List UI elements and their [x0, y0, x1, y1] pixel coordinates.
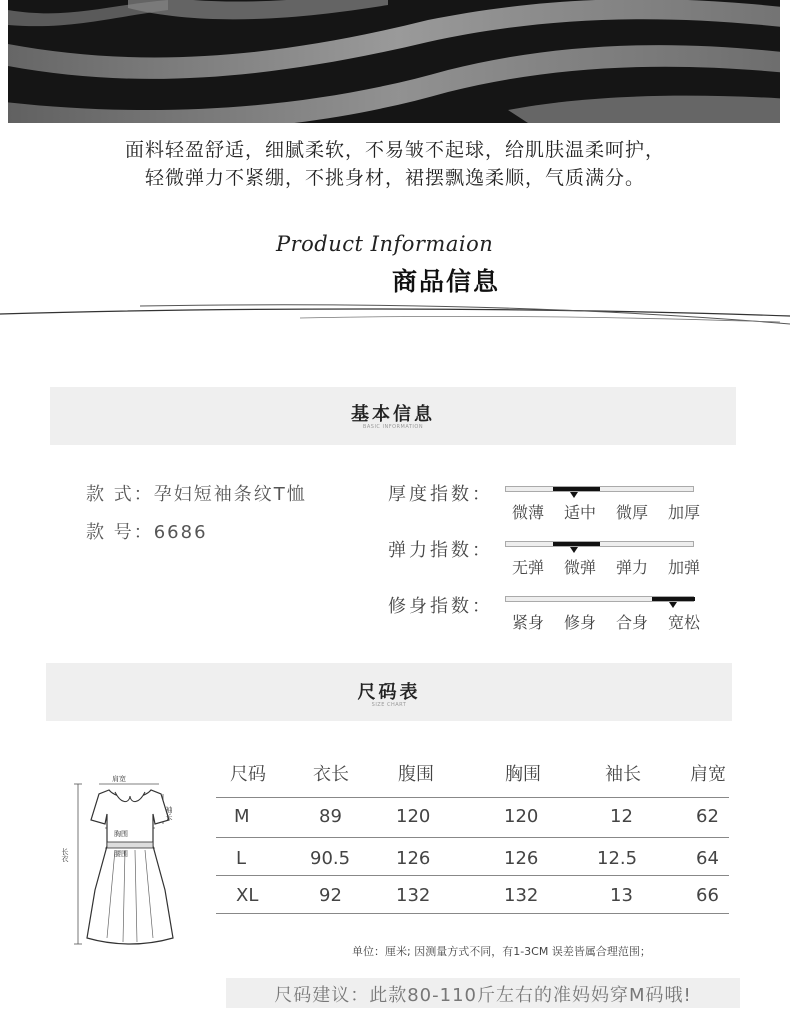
table-cell: 13: [610, 885, 633, 906]
table-header-length: 衣长: [313, 764, 349, 785]
table-divider: [216, 797, 729, 798]
table-cell: 132: [504, 885, 539, 906]
fit-index-bar: [505, 596, 694, 602]
table-header-belly: 腹围: [398, 764, 434, 785]
description-line-1: 面料轻盈舒适，细腻柔软，不易皱不起球，给肌肤温柔呵护，: [124, 139, 665, 161]
thickness-index-marker: [570, 492, 578, 498]
fit-option: 宽松: [667, 613, 700, 632]
table-cell: L: [236, 848, 247, 869]
fit-options: [502, 610, 710, 633]
table-cell: 126: [504, 848, 539, 869]
table-cell: M: [234, 806, 250, 827]
fabric-photo: [8, 0, 780, 123]
basic-info-banner: [50, 387, 736, 445]
product-info-script-title: Product Informaion: [276, 232, 494, 256]
table-header-sleeve: 袖长: [605, 764, 641, 785]
product-info-title: 商品信息: [392, 267, 501, 296]
thickness-index-fill: [553, 487, 600, 491]
elasticity-option: 微弹: [563, 558, 596, 577]
size-advice: 尺码建议：此款80-110斤左右的准妈妈穿M码哦!: [226, 978, 740, 1008]
table-divider: [216, 837, 729, 838]
decorative-swoosh-lines: [0, 296, 790, 336]
size-chart-title: 尺码表: [357, 682, 421, 703]
fit-option: 修身: [563, 613, 596, 632]
table-header-chest: 胸围: [505, 764, 541, 785]
number-label: 款 号：6686: [86, 522, 208, 543]
table-cell: XL: [236, 885, 259, 906]
elasticity-index-marker: [570, 547, 578, 553]
elasticity-index-label: 弹力指数：: [388, 540, 493, 561]
thickness-options: [502, 500, 710, 523]
dress-measurement-diagram: [55, 770, 195, 950]
unit-note: 单位：厘米; 因测量方式不同，有1-3CM 误差皆属合理范围；: [352, 945, 651, 958]
thickness-option: 加厚: [667, 503, 700, 522]
thickness-option: 微薄: [511, 503, 544, 522]
basic-info-subtitle: BASIC INFORMATION: [362, 424, 424, 430]
table-cell: 89: [319, 806, 342, 827]
table-cell: 132: [396, 885, 431, 906]
fit-option: 紧身: [511, 613, 544, 632]
table-cell: 126: [396, 848, 431, 869]
basic-info-title: 基本信息: [351, 404, 435, 425]
table-cell: 64: [696, 848, 719, 869]
style-label: 款 式：孕妇短袖条纹T恤: [86, 484, 307, 505]
stripe-fabric-image: [8, 0, 780, 123]
table-header-shoulder: 肩宽: [690, 764, 726, 785]
table-divider: [216, 913, 729, 914]
diagram-length-label: 长衣: [61, 848, 69, 862]
size-chart-banner: [46, 663, 732, 721]
elasticity-option: 加弹: [667, 558, 700, 577]
table-cell: 120: [396, 806, 431, 827]
elasticity-option: 无弹: [511, 558, 544, 577]
elasticity-index-fill: [553, 542, 600, 546]
elasticity-index-bar: [505, 541, 694, 547]
size-chart-subtitle: SIZE CHART: [371, 702, 407, 708]
thickness-option: 适中: [563, 503, 596, 522]
table-cell: 120: [504, 806, 539, 827]
diagram-waist-label: 腰围: [114, 850, 128, 858]
thickness-option: 微厚: [615, 503, 648, 522]
fit-option: 合身: [615, 613, 648, 632]
table-cell: 66: [696, 885, 719, 906]
table-cell: 12: [610, 806, 633, 827]
table-cell: 12.5: [597, 848, 638, 869]
table-cell: 90.5: [310, 848, 351, 869]
diagram-sleeve-label: 袖长: [165, 806, 173, 820]
elasticity-option: 弹力: [615, 558, 648, 577]
description-line-2: 轻微弹力不紧绷，不挑身材，裙摆飘逸柔顺，气质满分。: [144, 167, 645, 189]
diagram-chest-label: 胸围: [114, 830, 128, 838]
fit-index-label: 修身指数：: [388, 596, 493, 617]
elasticity-options: [502, 555, 710, 578]
thickness-index-bar: [505, 486, 694, 492]
table-cell: 92: [319, 885, 342, 906]
table-divider: [216, 875, 729, 876]
fit-index-marker: [669, 602, 677, 608]
table-cell: 62: [696, 806, 719, 827]
diagram-shoulder-label: 肩宽: [112, 775, 126, 783]
fit-index-fill: [652, 597, 695, 601]
thickness-index-label: 厚度指数：: [388, 484, 493, 505]
table-header-size: 尺码: [230, 764, 266, 785]
